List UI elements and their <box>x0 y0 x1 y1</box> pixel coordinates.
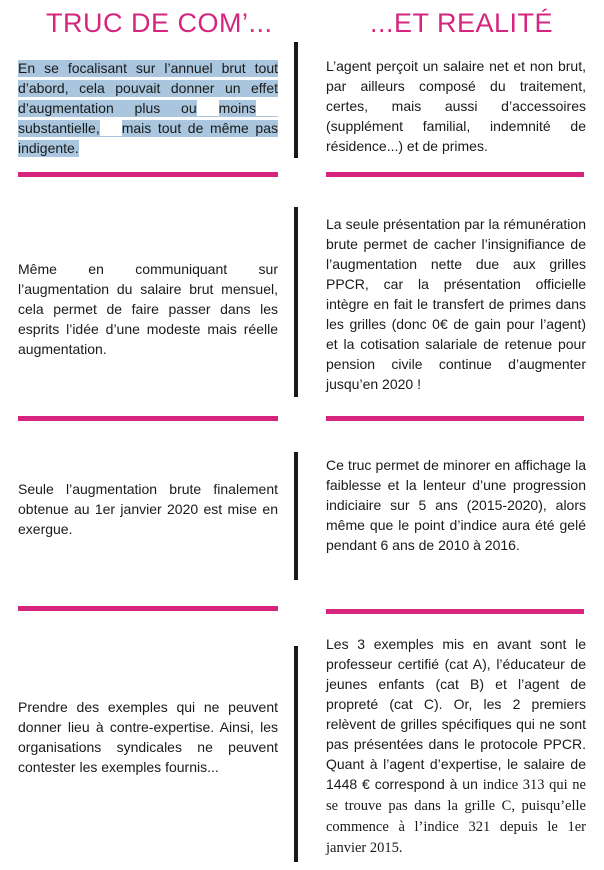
row2-right-text: La seule présentation par la rémunération brute permet de cacher l’insignifiance de l’augmentation nette due aux grilles PPCR, car la présentation officielle intègre en fait le transfert de primes dans les grilles (donc 0€ de gain pour l’agent) et la cotisation salariale de retenue pour pension civile continue d’augmenter jusqu’en 2020 ! <box>326 216 586 392</box>
row1-right-text: L’agent perçoit un salaire net et non brut, par ailleurs composé du traitement, certes, mais aussi d’accessoires (supplément familial, indemnité de résidence...) et de primes. <box>326 58 586 154</box>
row-separator-left <box>18 606 278 611</box>
row3-left-text: Seule l’augmentation brute finalement obtenue au 1er janvier 2020 est mise en exergue. <box>18 481 278 537</box>
redaction-box <box>197 100 219 116</box>
row2-left-text: Même en communiquant sur l’augmentation du salaire brut mensuel, cela permet de faire passer dans les esprits l’idée d’une modeste mais réelle augmentation. <box>18 261 278 357</box>
row-separator-left <box>18 172 278 177</box>
row-separator-left <box>18 416 278 421</box>
row-separator-right <box>326 172 584 177</box>
row-separator-right <box>326 609 584 614</box>
row1-left-text[interactable] <box>18 58 278 158</box>
selected-text-highlight[interactable]: En se focalisant sur l’annuel brut tout d’abord, cela pouvait donner un effet d’augmentation plus ou moinssubstantielle, mais tout de même pas indigente. <box>18 60 278 156</box>
redaction-box <box>100 120 122 136</box>
column-divider <box>294 42 298 158</box>
column-divider <box>294 452 298 580</box>
right-column-heading: ...ET REALITÉ <box>370 8 554 38</box>
row3-right-text: Ce truc permet de minorer en affichage la faiblesse et la lenteur d’une progression indiciaire sur 5 ans (2015-2020), alors même que le point d’indice aura été gelé pendant 6 ans de 2010 à 2016. <box>326 457 586 553</box>
left-column-heading: TRUC DE COM’... <box>46 8 273 38</box>
column-divider <box>294 646 298 862</box>
redaction-box <box>256 100 278 116</box>
column-divider <box>294 207 298 397</box>
row4-left-text: Prendre des exemples qui ne peuvent donner lieu à contre-expertise. Ainsi, les organisations syndicales ne peuvent contester les exemples fournis... <box>18 699 278 775</box>
row4-right-text: Les 3 exemples mis en avant sont le professeur certifié (cat A), l’éducateur de jeunes enfants (cat B) et l’agent de propreté (cat C). Or, les 2 premiers relèvent de grilles spécifiques qui ne sont pas présentées dans le protocole PPCR. Quant à l’agent d’expertise, le salaire de 1448 € correspond à un indice 313 qui ne se trouve pas dans la grille C, puisqu’elle commence à l’indice 321 depuis le 1er janvier 2015. <box>326 636 586 856</box>
row-separator-right <box>326 416 584 421</box>
